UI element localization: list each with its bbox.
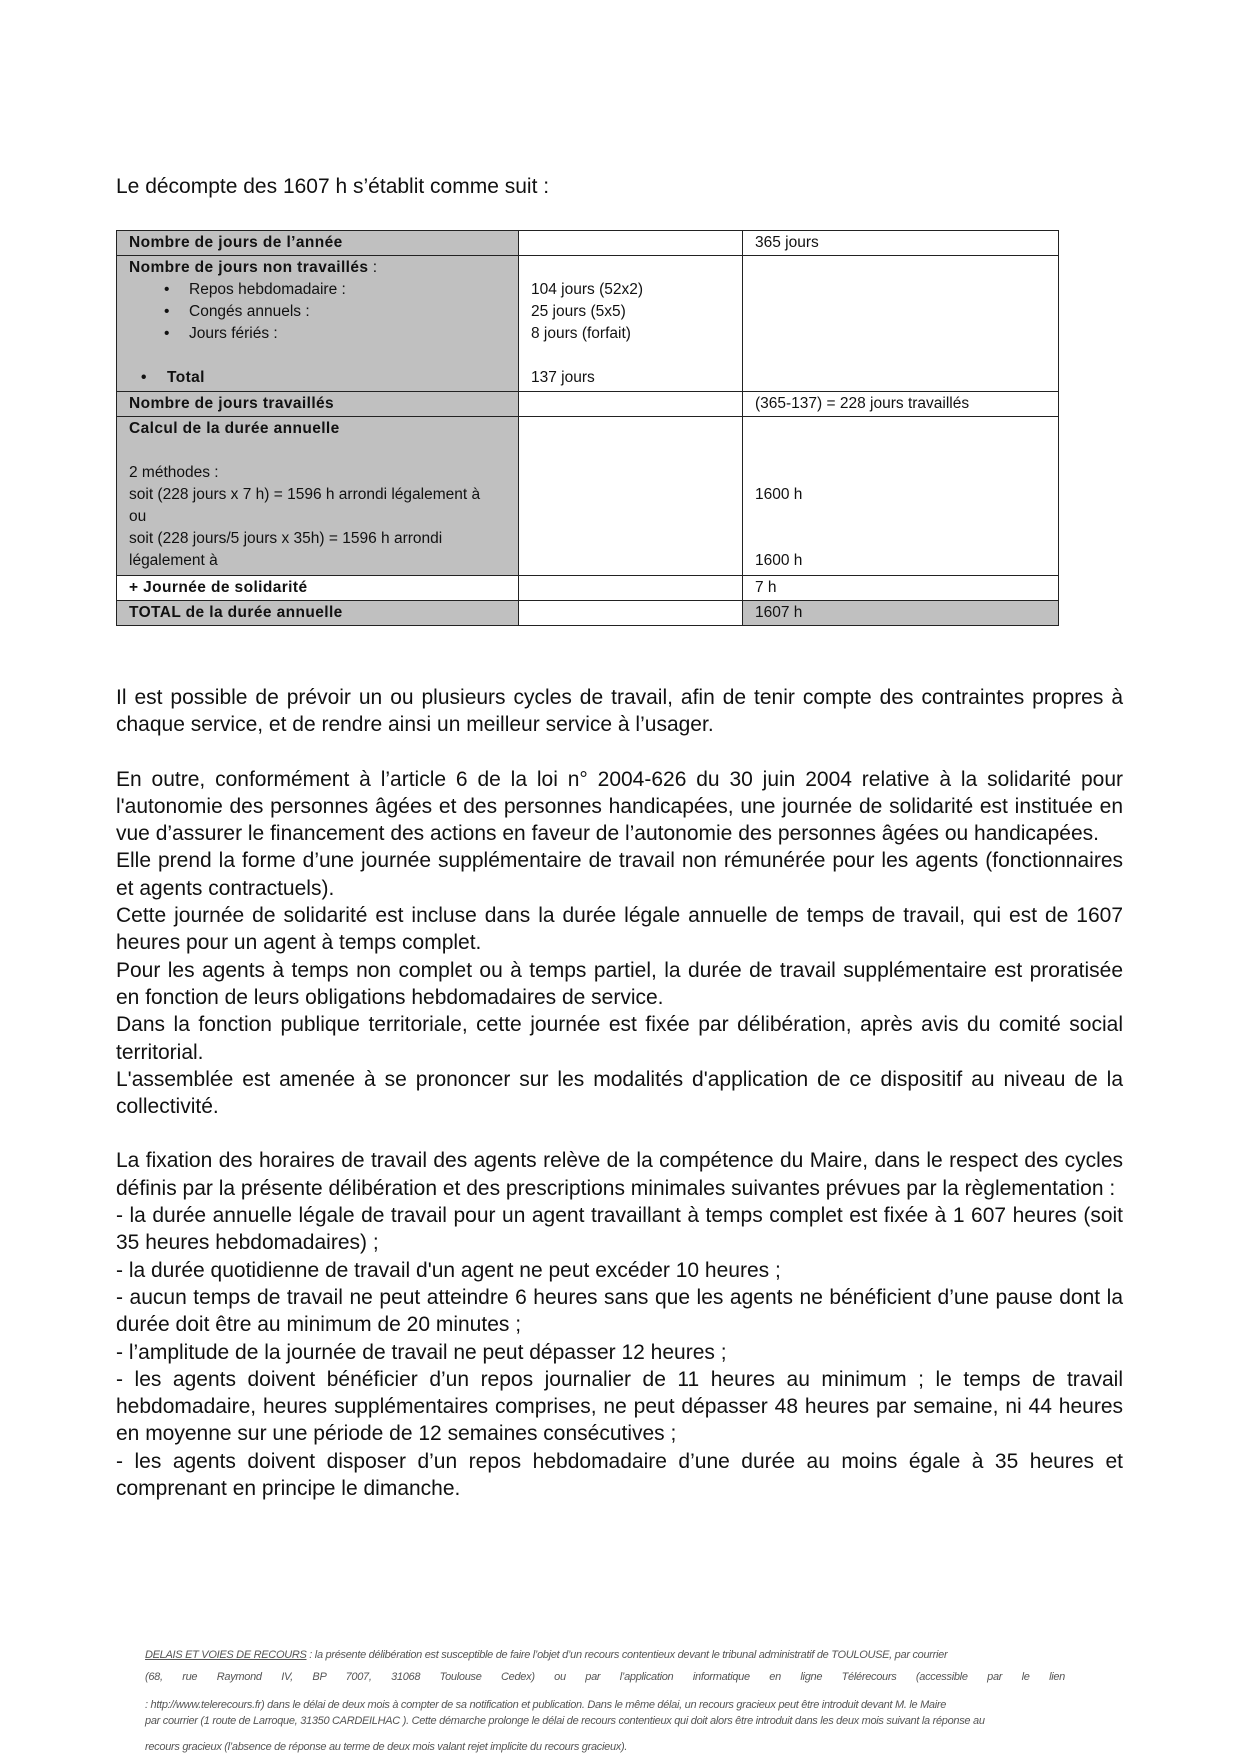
row-total: 7 h: [743, 576, 1059, 601]
row-label-cell: [117, 256, 519, 392]
total-value: 137 jours: [531, 369, 595, 386]
row-label: Calcul de la durée annuelle: [129, 420, 340, 437]
paragraph: La fixation des horaires de travail des agents relève de la compétence du Maire, dans le respect des cycles définis par la présente délibération et des prescriptions minimales suivantes prévues par la règlementation :: [116, 1149, 1123, 1200]
paragraph: Dans la fonction publique territoriale, cette journée est fixée par délibération, après avis du comité social territorial.: [116, 1013, 1123, 1064]
list-item: - l’amplitude de la journée de travail ne peut dépasser 12 heures ;: [116, 1340, 727, 1364]
paragraph: Cette journée de solidarité est incluse dans la durée légale annuelle de temps de travail, qui est de 1607 heures pour un agent à temps complet.: [116, 904, 1123, 955]
detail-value: 8 jours (forfait): [531, 325, 631, 342]
row-total-cell: [743, 417, 1059, 576]
row-label-cell: [117, 417, 519, 576]
list-item: - les agents doivent disposer d’un repos hebdomadaire d’une durée au moins égale à 35 heures et comprenant en principe le dimanche.: [116, 1449, 1123, 1501]
row-detail: [519, 417, 743, 576]
method-or: ou: [129, 508, 147, 525]
row-total: 1607 h: [743, 601, 1059, 626]
row-label: Nombre de jours non travaillés: [129, 259, 369, 276]
row-total: [743, 256, 1059, 392]
footer-line: : la présente délibération est susceptible de faire l’objet d’un recours contentieux devant le tribunal administratif de TOULOUSE, par courrier: [306, 1649, 948, 1661]
paragraph: Il est possible de prévoir un ou plusieurs cycles de travail, afin de tenir compte des contraintes propres à chaque service, et de rendre ainsi un meilleur service à l’usager.: [116, 686, 1123, 737]
table-row: [117, 576, 1059, 601]
list-item: • Jours fériés :: [189, 323, 506, 345]
footer-notice: [145, 1649, 1065, 1753]
intro-text: Le décompte des 1607 h s’établit comme suit :: [116, 175, 550, 198]
method-1: soit (228 jours x 7 h) = 1596 h arrondi légalement à: [129, 486, 481, 503]
row-detail: [519, 601, 743, 626]
row-label: + Journée de solidarité: [117, 576, 519, 601]
detail-value: 104 jours (52x2): [531, 281, 644, 298]
paragraph: Pour les agents à temps non complet ou à temps partiel, la durée de travail supplémentaire est proratisée en fonction de leurs obligations hebdomadaires de service.: [116, 958, 1123, 1009]
list-item: • Repos hebdomadaire :: [189, 279, 506, 301]
list-item: - la durée quotidienne de travail d'un agent ne peut excéder 10 heures ;: [116, 1258, 781, 1282]
table-row: [117, 392, 1059, 417]
decompte-table: [116, 230, 1059, 626]
body-text: [116, 684, 1123, 1502]
list-item: - aucun temps de travail ne peut atteindre 6 heures sans que les agents ne bénéficient d’une pause dont la durée doit être au minimum de 20 minutes ;: [116, 1285, 1123, 1337]
row-detail: [519, 576, 743, 601]
non-worked-list: [129, 279, 506, 345]
total-label: • Total: [129, 367, 506, 389]
list-item: • Congés annuels :: [189, 301, 506, 323]
table-row: [117, 601, 1059, 626]
paragraph: L'assemblée est amenée à se prononcer sur les modalités d'application de ce dispositif au niveau de la collectivité.: [116, 1067, 1123, 1119]
row-label: Nombre de jours travaillés: [117, 392, 519, 417]
paragraph: En outre, conformément à l’article 6 de la loi n° 2004-626 du 30 juin 2004 relative à la solidarité pour l'autonomie des personnes âgées et des personnes handicapées, une journée de solidarité est instituée en vue d’assurer le financement des actions en faveur de l’autonomie des personnes âgées ou handicapées.: [116, 767, 1123, 846]
row-detail-cell: [519, 256, 743, 392]
row-label: Nombre de jours de l’année: [117, 231, 519, 256]
row-detail: [519, 231, 743, 256]
row-label-suffix: :: [368, 259, 378, 276]
list-item: - la durée annuelle légale de travail pour un agent travaillant à temps complet est fixée à 1 607 heures (soit 35 heures hebdomadaires) ;: [116, 1204, 1123, 1255]
footer-line: : http://www.telerecours.fr) dans le délai de deux mois à compter de sa notification et publication. Dans le même délai, un recours gracieux peut être introduit devant M. le Maire: [145, 1699, 947, 1711]
table-row: [117, 417, 1059, 576]
result-1: 1600 h: [755, 486, 803, 503]
method-2: soit (228 jours/5 jours x 35h) = 1596 h arrondi légalement à: [129, 530, 443, 569]
footer-line: (68, rue Raymond IV, BP 7007, 31068 Toulouse Cedex) ou par l’application informatique en ligne Télérecours (accessible par le lien: [145, 1671, 1065, 1683]
methods-label: 2 méthodes :: [129, 464, 219, 481]
footer-heading: DELAIS ET VOIES DE RECOURS: [145, 1649, 307, 1661]
table-row: [117, 256, 1059, 392]
list-item: - les agents doivent bénéficier d’un repos journalier de 11 heures au minimum ; le temps de travail hebdomadaire, heures supplémentaires comprises, ne peut dépasser 48 heures par semaine, ni 44 heures en moyenne sur une période de 12 semaines consécutives ;: [116, 1367, 1123, 1446]
result-2: 1600 h: [755, 552, 803, 569]
footer-line: recours gracieux (l’absence de réponse au terme de deux mois valant rejet implicite du recours gracieux).: [145, 1741, 628, 1753]
row-total: 365 jours: [743, 231, 1059, 256]
table-row: [117, 231, 1059, 256]
detail-value: 25 jours (5x5): [531, 303, 626, 320]
row-detail: [519, 392, 743, 417]
row-label: TOTAL de la durée annuelle: [117, 601, 519, 626]
paragraph: Elle prend la forme d’une journée supplémentaire de travail non rémunérée pour les agents (fonctionnaires et agents contractuels).: [116, 849, 1123, 900]
footer-line: par courrier (1 route de Larroque, 31350 CARDEILHAC ). Cette démarche prolonge le délai de recours contentieux qui doit alors être introduit dans les deux mois suivant la réponse au: [145, 1715, 985, 1727]
row-total: (365-137) = 228 jours travaillés: [743, 392, 1059, 417]
